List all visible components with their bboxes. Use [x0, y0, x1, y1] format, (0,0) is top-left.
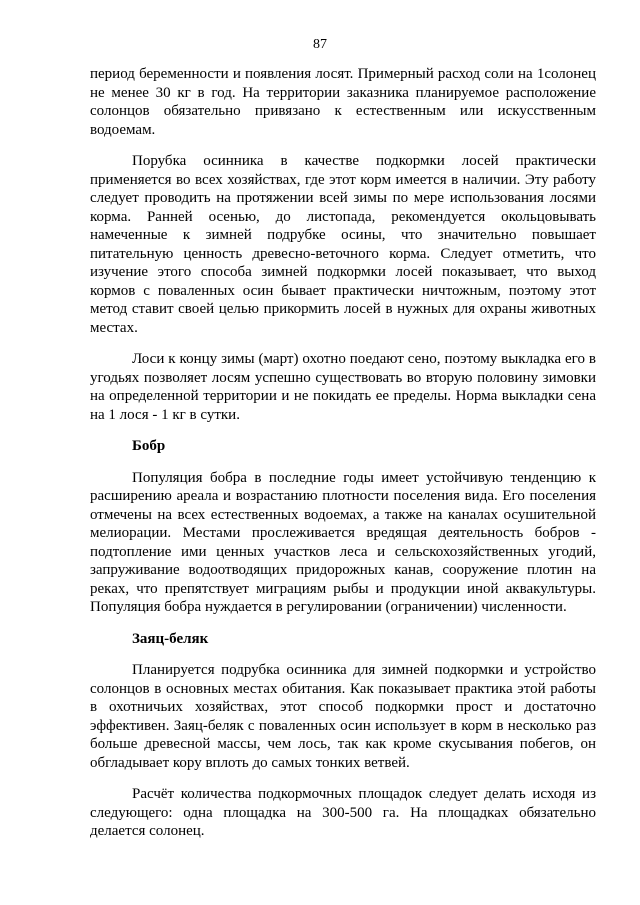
paragraph-hare-feeding: Планируется подрубка осинника для зимней подкормки и устройство солонцов в основных местах обитания. Как показывает практика этой работы в охотничьих хозяйствах, этот способ подкормки прост и достаточно эффективен. Заяц-беляк с поваленных осин использует в корм в несколько раз больше древесной массы, чем лось, так как кроме скусывания побегов, он обгладывает кору вплоть до самых тонких ветвей.: [90, 662, 596, 771]
section-heading-hare: Заяц-беляк: [132, 630, 209, 647]
paragraph-feeding-sites: Расчёт количества подкормочных площадок следует делать исходя из следующего: одна площадка на 300-500 га. На площадках обязательно делается солонец.: [90, 786, 596, 839]
paragraph-hay-feeding: Лоси к концу зимы (март) охотно поедают сено, поэтому выкладка его в угодьях позволяет лосям успешно существовать во вторую половину зимовки на определенной территории и не покидать ее пределы. Норма выкладки сена на 1 лося - 1 кг в сутки.: [90, 351, 596, 423]
paragraph-salt-licks: период беременности и появления лосят. Примерный расход соли на 1солонец не менее 30 кг в год. На территории заказника планируемое расположение солонцов обязательно привязано к естественным или искусственным водоемам.: [90, 66, 596, 138]
paragraph-gap: [90, 424, 596, 437]
page-body: [90, 65, 596, 841]
paragraph-gap: [90, 648, 596, 661]
paragraph-gap: [90, 139, 596, 152]
paragraph-gap: [90, 772, 596, 785]
paragraph-gap: [90, 617, 596, 630]
paragraph-gap: [90, 337, 596, 350]
paragraph-aspen-cutting: Порубка осинника в качестве подкормки лосей практически применяется во всех хозяйствах, где этот корм имеется в наличии. Эту работу следует проводить на протяжении всей зимы по мере использования лосями корма. Ранней осенью, до листопада, рекомендуется окольцовывать намеченные к зимней подрубке осины, что значительно повышает питательную ценность древесно-веточного корма. Следует отметить, что изучение этого способа зимней подкормки лосей показывает, что выход кормов с поваленных осин бывает практически ничтожным, поэтому этот метод ставит своей целью прикормить лосей в нужных для охраны животных местах.: [90, 153, 596, 336]
page-number: 87: [313, 37, 327, 52]
section-heading-beaver: Бобр: [132, 438, 166, 454]
paragraph-gap: [90, 456, 596, 469]
paragraph-beaver-population: Популяция бобра в последние годы имеет устойчивую тенденцию к расширению ареала и возрастанию плотности поселения вида. Его поселения отмечены на всех естественных водоемах, а также на каналах осушительной мелиорации. Местами прослеживается вредящая деятельность бобров - подтопление ими ценных участков леса и сельскохозяйственных угодий, запруживание водоотводящих придорожных канав, сооружение плотин на реках, что препятствует миграциям рыбы и продукции иной аквакультуры. Популяция бобра нуждается в регулировании (ограничении) численности.: [90, 469, 596, 615]
